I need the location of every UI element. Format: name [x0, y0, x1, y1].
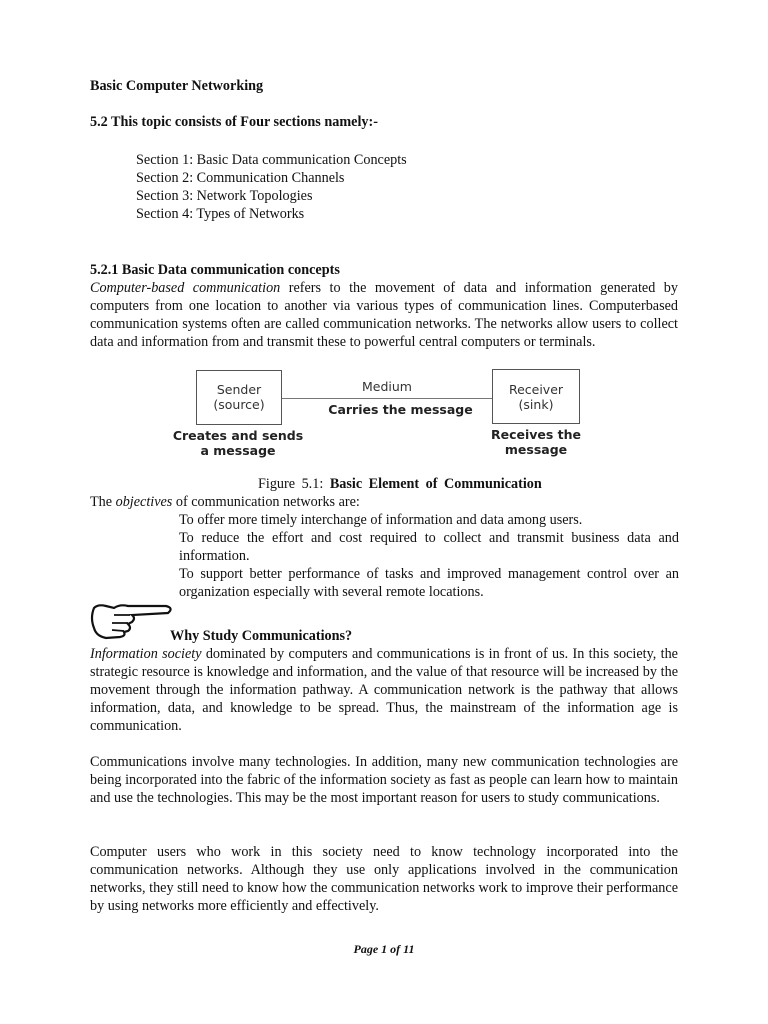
objectives-list — [179, 511, 679, 601]
receiver-box: Receiver (sink) — [492, 369, 580, 424]
topic-heading: 5.2 This topic consists of Four sections namely:- — [90, 114, 378, 130]
section-item: Section 3: Network Topologies — [136, 188, 313, 204]
page-number: Page 1 of 11 — [353, 942, 415, 956]
objectives-intro: The objectives of communication networks are: — [90, 494, 360, 510]
intro-term: Computer-based communication — [90, 280, 281, 296]
why-paragraph-1: Information society dominated by computers and communications is in front of us. In this society, the strategic resource is knowledge and information, and the value of that resource will be increased by the movement through the information pathway. A communication network is the pathway that allows information, data, and knowledge to be spread. Thus, the mainstream of the information age is communication. — [90, 646, 678, 734]
sender-caption: Creates and sends a message — [172, 428, 304, 458]
objective-item: To reduce the effort and cost required to collect and transmit business data and information. — [179, 530, 679, 564]
subsection-heading: 5.2.1 Basic Data communication concepts — [90, 262, 340, 278]
pointing-hand-icon — [88, 602, 174, 640]
figure-caption: Figure 5.1: Basic Element of Communication — [258, 476, 542, 492]
objective-item: To offer more timely interchange of information and data among users. — [179, 512, 583, 528]
objective-item: To support better performance of tasks and improved management control over an organization especially with several remote locations. — [179, 566, 679, 600]
communication-diagram — [172, 368, 598, 460]
receiver-caption: Receives the message — [490, 427, 582, 457]
sender-box: Sender (source) — [196, 370, 282, 425]
section-item: Section 1: Basic Data communication Concepts — [136, 152, 407, 168]
document-title: Basic Computer Networking — [90, 78, 264, 94]
why-paragraph-2: Communications involve many technologies. In addition, many new communication technologies are being incorporated into the fabric of the information society as fast as people can learn how to maintain and use the technologies. This may be the most important reason for users to study communications. — [90, 754, 678, 806]
why-paragraph-3: Computer users who work in this society need to know technology incorporated into the communication networks. Although they use only applications involved in the communication networks, they still need to know how the communication networks work to improve their performance by using networks more efficiently and effectively. — [90, 844, 678, 914]
section-item: Section 2: Communication Channels — [136, 170, 345, 186]
medium-line — [282, 398, 492, 399]
section-list — [136, 151, 407, 223]
intro-paragraph: Computer-based communication refers to the movement of data and information generated by computers from one location to another via various types of communication lines. Computerbased communication systems often are called communication networks. The networks allow users to collect data and information from and transmit these to powerful central computers or terminals. — [90, 280, 678, 350]
why-heading: Why Study Communications? — [170, 628, 353, 644]
section-item: Section 4: Types of Networks — [136, 206, 305, 222]
medium-label: Medium — [362, 379, 412, 394]
medium-caption: Carries the message — [328, 402, 473, 417]
